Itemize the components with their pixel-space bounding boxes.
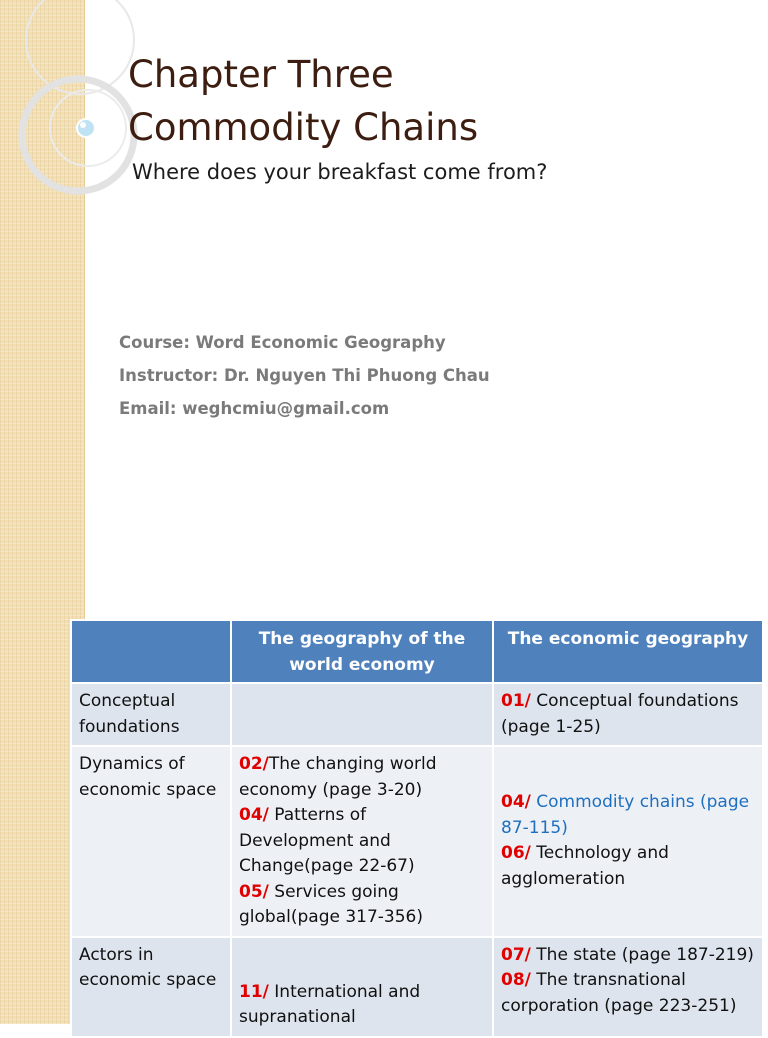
entry-number: 01/ (501, 691, 531, 711)
entry-text: The transnational corporation (page 223-251) (501, 970, 737, 1016)
entry (501, 841, 755, 892)
table-row (71, 937, 763, 1037)
entry-number: 02/ (239, 754, 269, 774)
title-line-2: Commodity Chains (128, 106, 479, 149)
cell-entries (493, 746, 763, 937)
entry-number: 07/ (501, 944, 531, 965)
entry (239, 880, 485, 931)
entry-text: The state (page 187-219) (530, 944, 754, 965)
entry-number: 08/ (501, 970, 531, 990)
table-header-row (71, 620, 763, 683)
entry (239, 980, 485, 1031)
cell-entries (493, 683, 763, 746)
entry-text: International and supranational (239, 981, 421, 1027)
entry-number: 06/ (501, 843, 531, 864)
cell-entries (231, 746, 493, 937)
cell-entries (493, 937, 763, 1037)
entry-text: The changing world economy (page 3-20) (239, 754, 437, 800)
email-line: Email: weghcmiu@gmail.com (119, 399, 390, 418)
entry-number: 11/ (239, 981, 269, 1002)
table-row (71, 746, 763, 937)
course-info (119, 326, 490, 425)
entry-number: 04/ (501, 792, 531, 813)
slide-subtitle: Where does your breakfast come from? (132, 160, 548, 184)
entry (239, 803, 485, 880)
header-cell-economic-geography: The economic geography (493, 620, 763, 683)
entry-number: 05/ (239, 881, 269, 902)
entry (239, 752, 485, 803)
chapter-table (70, 619, 764, 1038)
row-label: Actors in economic space (71, 937, 231, 1037)
entry-text: Technology and agglomeration (501, 843, 669, 889)
title-line-1: Chapter Three (128, 53, 394, 96)
row-label: Conceptual foundations (71, 683, 231, 746)
cell-empty (231, 683, 493, 746)
row-label: Dynamics of economic space (71, 746, 231, 937)
course-line: Course: Word Economic Geography (119, 333, 446, 352)
entry (501, 968, 755, 1019)
header-cell-world-economy: The geography of the world economy (231, 620, 493, 683)
header-cell-empty (71, 620, 231, 683)
entry (501, 943, 755, 969)
slide-title (128, 48, 478, 154)
table-row (71, 683, 763, 746)
entry (501, 689, 755, 740)
cell-entries (231, 937, 493, 1037)
entry-text: Patterns of Development and Change(page 22-67) (239, 805, 415, 876)
entry-number: 04/ (239, 805, 269, 825)
entry-text: Services going global(page 317-356) (239, 881, 424, 927)
entry-text: Conceptual foundations (page 1-25) (501, 691, 739, 737)
commodity-chains-link: Commodity chains (page 87-115) (501, 792, 750, 838)
entry (501, 790, 755, 841)
instructor-line: Instructor: Dr. Nguyen Thi Phuong Chau (119, 366, 490, 385)
